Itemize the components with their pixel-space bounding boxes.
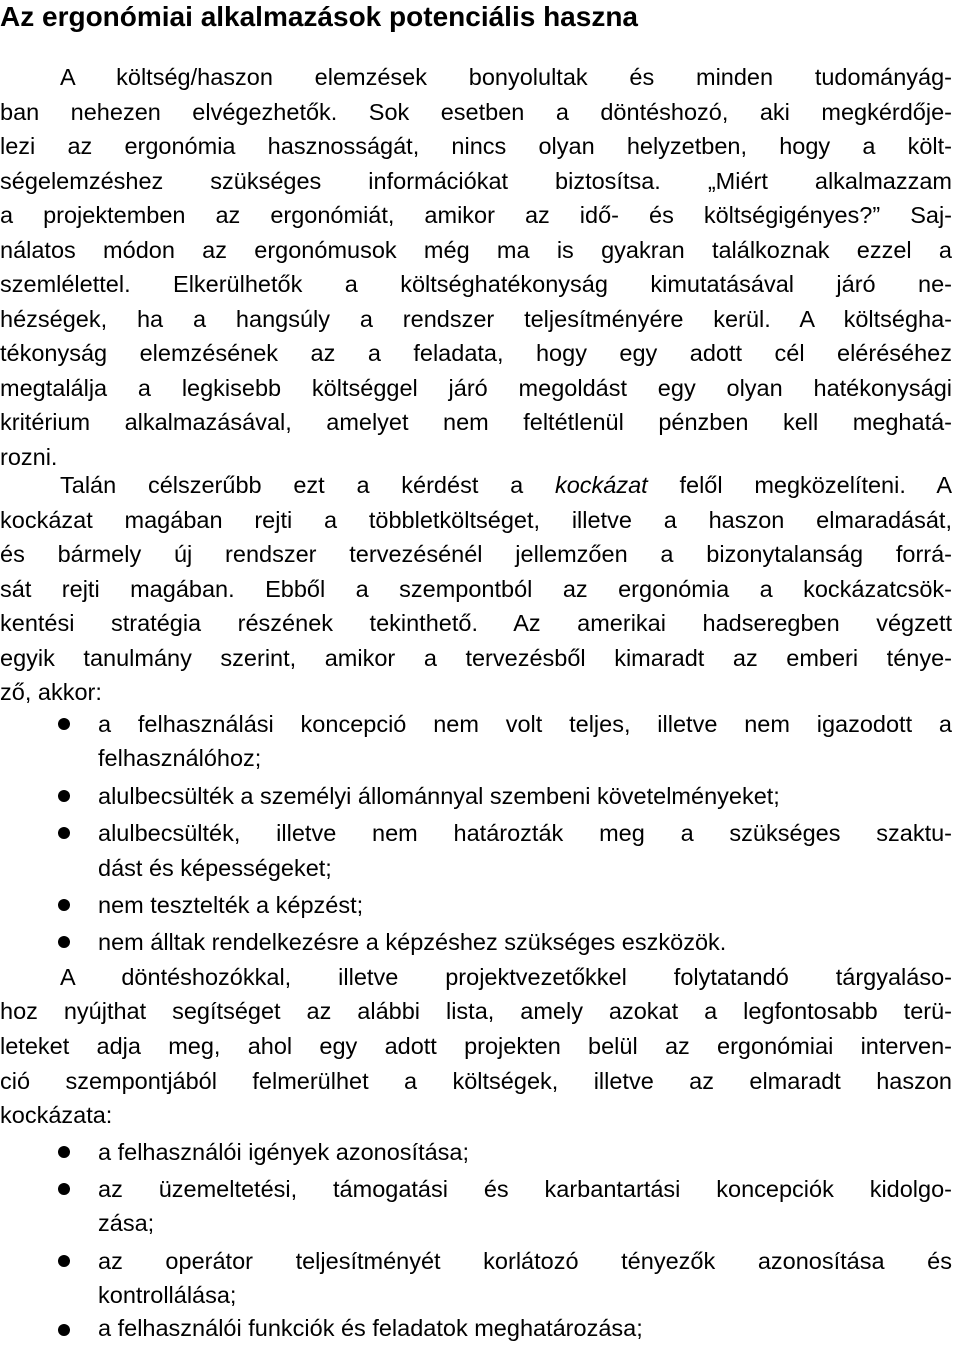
list-item-text: alulbecsülték a személyi állománnyal szembeni követelményeket; (98, 783, 780, 809)
bullet-icon (58, 1146, 70, 1158)
bullet-icon (58, 718, 70, 730)
text-line: leteket adja meg, ahol egy adott projekten belül az ergonómiai interven- (0, 1033, 952, 1059)
text-line: nálatos módon az ergonómusok még ma is gyakran találkoznak ezzel a (0, 237, 952, 263)
text-line: ban nehezen elvégezhetők. Sok esetben a döntéshozó, aki megkérdője- (0, 99, 952, 125)
list-item-text: dást és képességeket; (98, 855, 332, 881)
bullet-icon (58, 1183, 70, 1195)
bullet-icon (58, 1324, 70, 1336)
text-line: a projektemben az ergonómiát, amikor az idő- és költségigényes?” Saj- (0, 202, 952, 228)
text-line: tékonyság elemzésének az a feladata, hogy egy adott cél eléréséhez (0, 340, 952, 366)
list-item-text: a felhasználói igények azonosítása; (98, 1139, 470, 1165)
text-line: hézségek, ha a hangsúly a rendszer teljesítményére kerül. A költségha- (0, 306, 952, 332)
text-line: és bármely új rendszer tervezésénél jellemzően a bizonytalanság forrá- (0, 541, 952, 567)
text-line (60, 470, 952, 500)
text-line: kockázat magában rejti a többletköltséget, illetve a haszon elmaradását, (0, 507, 952, 533)
italic-term: kockázat (554, 472, 648, 498)
list-item-text: felhasználóhoz; (98, 745, 262, 771)
document-title: Az ergonómiai alkalmazások potenciális haszna (0, 1, 638, 32)
text-line: ció szempontjából felmerülhet a költségek, illetve az elmaradt haszon (0, 1068, 952, 1094)
text-line: szemlélettel. Elkerülhetők a költséghatékonyság kimutatásával járó ne- (0, 271, 952, 297)
bullet-icon (58, 936, 70, 948)
text-line: kockázata: (0, 1102, 113, 1128)
text-line: egyik tanulmány szerint, amikor a tervezésből kimaradt az emberi ténye- (0, 645, 952, 671)
text-line: kentési stratégia részének tekinthető. Az amerikai hadseregben végzett (0, 610, 952, 636)
text-line: ző, akkor: (0, 679, 102, 705)
list-item-text: a felhasználási koncepció nem volt teljes, illetve nem igazodott a (98, 711, 952, 737)
text-line: hoz nyújthat segítséget az alábbi lista, amely azokat a legfontosabb terü- (0, 998, 952, 1024)
list-item-text: nem tesztelték a képzést; (98, 892, 364, 918)
bullet-icon (58, 899, 70, 911)
text-line: sát rejti magában. Ebből a szempontból az ergonómia a kockázatcsök- (0, 576, 952, 602)
text-segment: Talán célszerűbb ezt a kérdést a (60, 472, 524, 498)
list-item-text: zása; (98, 1210, 155, 1236)
list-item-text: alulbecsülték, illetve nem határozták meg a szükséges szaktu- (98, 820, 952, 846)
text-line: A döntéshozókkal, illetve projektvezetőkkel folytatandó tárgyaláso- (60, 964, 952, 990)
bullet-icon (58, 790, 70, 802)
list-item-text: az operátor teljesítményét korlátozó tényezők azonosítása és (98, 1248, 952, 1274)
list-item-text: nem álltak rendelkezésre a képzéshez szükséges eszközök. (98, 929, 727, 955)
text-line: kritérium alkalmazásával, amelyet nem feltétlenül pénzben kell meghatá- (0, 409, 952, 435)
list-item-text: kontrollálása; (98, 1282, 237, 1308)
bullet-icon (58, 827, 70, 839)
text-line: rozni. (0, 444, 58, 470)
text-line: A költség/haszon elemzések bonyolultak és minden tudományág- (60, 64, 952, 90)
text-line: ségelemzéshez szükséges információkat biztosítsa. „Miért alkalmazzam (0, 168, 952, 194)
text-segment: felől megközelíteni. A (679, 472, 952, 498)
bullet-icon (58, 1255, 70, 1267)
list-item-text: az üzemeltetési, támogatási és karbantartási koncepciók kidolgo- (98, 1176, 952, 1202)
text-line: lezi az ergonómia hasznosságát, nincs olyan helyzetben, hogy a költ- (0, 133, 952, 159)
list-item-text: a felhasználói funkciók és feladatok meghatározása; (98, 1315, 643, 1341)
text-line: megtalálja a legkisebb költséggel járó megoldást egy olyan hatékonysági (0, 375, 952, 401)
